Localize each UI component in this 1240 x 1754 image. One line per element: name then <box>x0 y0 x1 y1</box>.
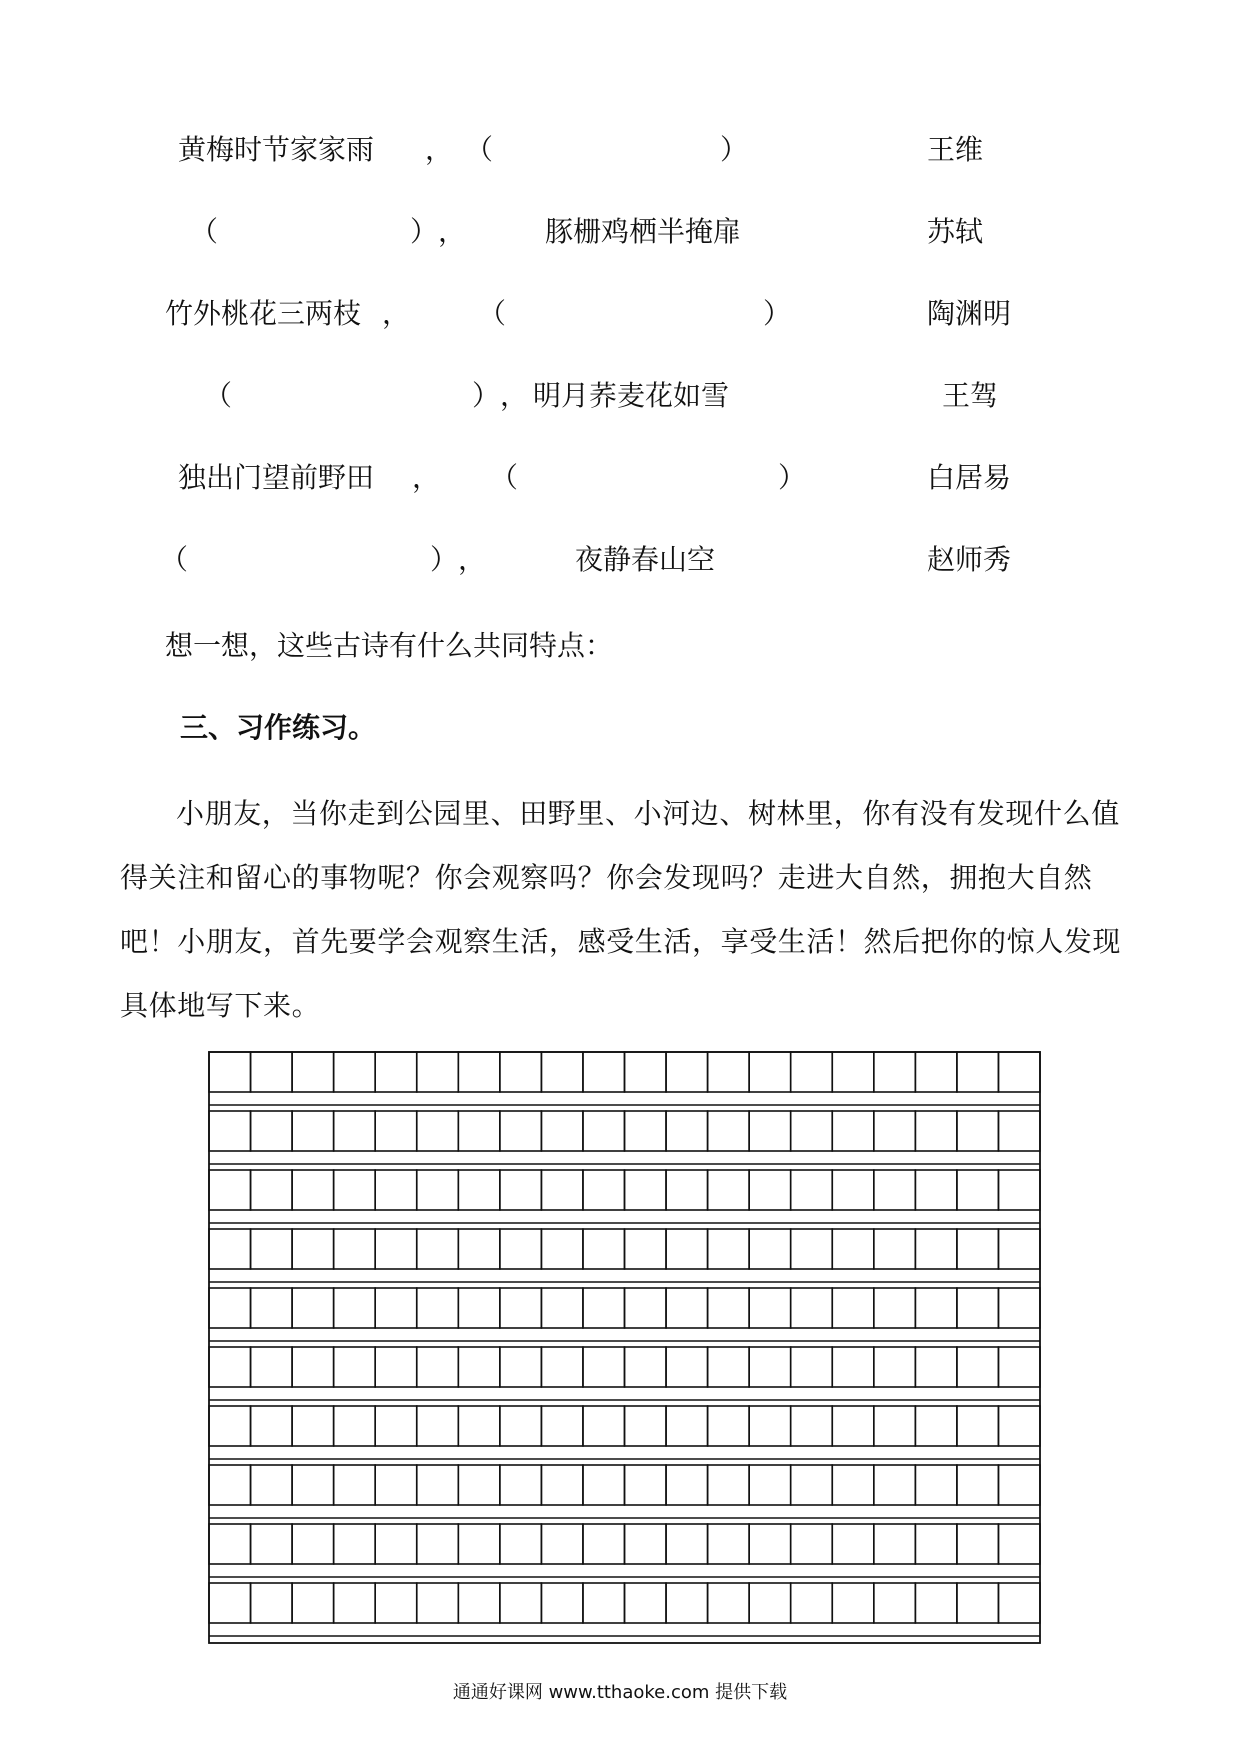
grid-cell[interactable] <box>458 1170 500 1210</box>
grid-cell[interactable] <box>749 1288 791 1328</box>
grid-cell[interactable] <box>251 1524 293 1564</box>
grid-cell[interactable] <box>625 1229 667 1269</box>
grid-cell[interactable] <box>749 1111 791 1151</box>
grid-cell[interactable] <box>708 1288 750 1328</box>
grid-cell[interactable] <box>832 1170 874 1210</box>
grid-cell[interactable] <box>541 1111 583 1151</box>
poem-author: 苏轼 <box>927 215 984 248</box>
grid-cell[interactable] <box>915 1524 957 1564</box>
grid-cell[interactable] <box>334 1465 376 1505</box>
grid-cell[interactable] <box>957 1406 999 1446</box>
grid-cell[interactable] <box>625 1111 667 1151</box>
grid-cell[interactable] <box>874 1465 916 1505</box>
grid-cell[interactable] <box>334 1583 376 1623</box>
grid-cell[interactable] <box>874 1229 916 1269</box>
grid-cell[interactable] <box>500 1583 542 1623</box>
grid-cell[interactable] <box>417 1052 459 1092</box>
grid-cell[interactable] <box>708 1406 750 1446</box>
grid-cell[interactable] <box>832 1524 874 1564</box>
grid-cell[interactable] <box>915 1465 957 1505</box>
writing-prompt-paragraph: 小朋友，当你走到公园里、田野里、小河边、树林里，你有没有发现什么值得关注和留心的事物呢？你会观察吗？你会发现吗？走进大自然，拥抱大自然吧！小朋友，首先要学会观察生活，感受生活，享受生活！然后把你的惊人发现具体地写下来。 <box>120 797 1122 1022</box>
grid-cell[interactable] <box>334 1229 376 1269</box>
grid-cell[interactable] <box>541 1052 583 1092</box>
grid-cell[interactable] <box>500 1229 542 1269</box>
grid-cell[interactable] <box>417 1583 459 1623</box>
grid-cell[interactable] <box>625 1347 667 1387</box>
grid-cell[interactable] <box>417 1288 459 1328</box>
grid-cell[interactable] <box>625 1170 667 1210</box>
open-bracket: （ <box>490 461 519 494</box>
grid-cell[interactable] <box>791 1229 833 1269</box>
grid-cell[interactable] <box>708 1347 750 1387</box>
grid-cell[interactable] <box>209 1229 251 1269</box>
grid-cell[interactable] <box>749 1524 791 1564</box>
grid-cell[interactable] <box>957 1052 999 1092</box>
comma: ， <box>412 461 441 494</box>
poem-text: 豚栅鸡栖半掩扉 <box>545 215 742 248</box>
grid-cell[interactable] <box>417 1170 459 1210</box>
grid-cell[interactable] <box>583 1170 625 1210</box>
grid-cell[interactable] <box>417 1406 459 1446</box>
grid-cell[interactable] <box>708 1170 750 1210</box>
grid-cell[interactable] <box>998 1406 1040 1446</box>
grid-cell[interactable] <box>874 1111 916 1151</box>
grid-cell[interactable] <box>832 1465 874 1505</box>
grid-cell[interactable] <box>209 1583 251 1623</box>
grid-cell[interactable] <box>708 1465 750 1505</box>
grid-cell[interactable] <box>583 1583 625 1623</box>
grid-cell[interactable] <box>500 1170 542 1210</box>
grid-cell[interactable] <box>666 1170 708 1210</box>
grid-cell[interactable] <box>708 1583 750 1623</box>
grid-cell[interactable] <box>957 1111 999 1151</box>
grid-cell[interactable] <box>375 1583 417 1623</box>
grid-cell[interactable] <box>541 1288 583 1328</box>
grid-cell[interactable] <box>500 1111 542 1151</box>
grid-cell[interactable] <box>957 1347 999 1387</box>
open-bracket: （ <box>465 133 494 166</box>
grid-cell[interactable] <box>292 1465 334 1505</box>
poem-author: 陶渊明 <box>927 297 1012 330</box>
comma: ， <box>382 297 411 330</box>
grid-cell[interactable] <box>666 1406 708 1446</box>
grid-cell[interactable] <box>791 1347 833 1387</box>
grid-cell[interactable] <box>417 1229 459 1269</box>
grid-cell[interactable] <box>251 1229 293 1269</box>
close-bracket: ） <box>410 215 439 248</box>
grid-cell[interactable] <box>832 1406 874 1446</box>
grid-cell[interactable] <box>874 1052 916 1092</box>
grid-cell[interactable] <box>791 1052 833 1092</box>
grid-cell[interactable] <box>541 1347 583 1387</box>
grid-cell[interactable] <box>874 1170 916 1210</box>
comma: ， <box>438 215 467 248</box>
grid-cell[interactable] <box>458 1583 500 1623</box>
grid-cell[interactable] <box>251 1465 293 1505</box>
grid-cell[interactable] <box>915 1288 957 1328</box>
grid-cell[interactable] <box>458 1465 500 1505</box>
grid-cell[interactable] <box>749 1406 791 1446</box>
close-bracket: ） <box>430 543 459 576</box>
grid-cell[interactable] <box>625 1524 667 1564</box>
grid-cell[interactable] <box>998 1465 1040 1505</box>
poem-text: 黄梅时节家家雨 <box>178 133 375 166</box>
close-bracket: ） <box>472 379 501 412</box>
grid-cell[interactable] <box>292 1347 334 1387</box>
grid-cell[interactable] <box>708 1229 750 1269</box>
grid-cell[interactable] <box>832 1052 874 1092</box>
grid-cell[interactable] <box>915 1583 957 1623</box>
grid-cell[interactable] <box>541 1406 583 1446</box>
grid-cell[interactable] <box>832 1347 874 1387</box>
grid-cell[interactable] <box>666 1583 708 1623</box>
grid-cell[interactable] <box>666 1465 708 1505</box>
grid-cell[interactable] <box>957 1288 999 1328</box>
grid-cell[interactable] <box>417 1465 459 1505</box>
grid-cell[interactable] <box>998 1288 1040 1328</box>
grid-cell[interactable] <box>749 1052 791 1092</box>
grid-cell[interactable] <box>458 1229 500 1269</box>
grid-cell[interactable] <box>209 1347 251 1387</box>
grid-cell[interactable] <box>998 1052 1040 1092</box>
grid-cell[interactable] <box>625 1288 667 1328</box>
grid-cell[interactable] <box>458 1347 500 1387</box>
grid-cell[interactable] <box>292 1170 334 1210</box>
grid-cell[interactable] <box>832 1229 874 1269</box>
section-title: 三、习作练习。 <box>180 711 377 744</box>
grid-cell[interactable] <box>625 1052 667 1092</box>
grid-cell[interactable] <box>209 1052 251 1092</box>
grid-cell[interactable] <box>251 1288 293 1328</box>
open-bracket: （ <box>190 215 219 248</box>
grid-cell[interactable] <box>209 1170 251 1210</box>
grid-cell[interactable] <box>957 1583 999 1623</box>
grid-cell[interactable] <box>708 1052 750 1092</box>
grid-cell[interactable] <box>292 1406 334 1446</box>
grid-cell[interactable] <box>874 1288 916 1328</box>
grid-cell[interactable] <box>500 1465 542 1505</box>
grid-cell[interactable] <box>251 1111 293 1151</box>
grid-cell[interactable] <box>417 1111 459 1151</box>
grid-cell[interactable] <box>666 1229 708 1269</box>
grid-cell[interactable] <box>334 1524 376 1564</box>
grid-cell[interactable] <box>874 1524 916 1564</box>
grid-cell[interactable] <box>915 1229 957 1269</box>
grid-cell[interactable] <box>791 1583 833 1623</box>
grid-cell[interactable] <box>541 1465 583 1505</box>
grid-cell[interactable] <box>998 1524 1040 1564</box>
grid-cell[interactable] <box>209 1111 251 1151</box>
grid-cell[interactable] <box>708 1111 750 1151</box>
grid-cell[interactable] <box>375 1465 417 1505</box>
grid-cell[interactable] <box>292 1229 334 1269</box>
grid-cell[interactable] <box>874 1583 916 1623</box>
grid-cell[interactable] <box>915 1170 957 1210</box>
grid-cell[interactable] <box>375 1052 417 1092</box>
grid-cell[interactable] <box>791 1406 833 1446</box>
grid-cell[interactable] <box>209 1288 251 1328</box>
grid-cell[interactable] <box>417 1347 459 1387</box>
grid-cell[interactable] <box>209 1465 251 1505</box>
question-text: 想一想，这些古诗有什么共同特点： <box>165 629 614 662</box>
grid-cell[interactable] <box>251 1583 293 1623</box>
grid-cell[interactable] <box>458 1111 500 1151</box>
grid-cell[interactable] <box>500 1052 542 1092</box>
grid-cell[interactable] <box>500 1406 542 1446</box>
grid-cell[interactable] <box>749 1170 791 1210</box>
grid-cell[interactable] <box>791 1170 833 1210</box>
grid-cell[interactable] <box>334 1347 376 1387</box>
poem-author: 王驾 <box>942 379 999 412</box>
grid-cell[interactable] <box>625 1465 667 1505</box>
grid-cell[interactable] <box>915 1347 957 1387</box>
grid-cell[interactable] <box>292 1111 334 1151</box>
grid-cell[interactable] <box>998 1347 1040 1387</box>
comma: ， <box>500 379 529 412</box>
grid-cell[interactable] <box>666 1347 708 1387</box>
close-bracket: ） <box>763 297 792 330</box>
grid-cell[interactable] <box>791 1524 833 1564</box>
grid-cell[interactable] <box>832 1288 874 1328</box>
grid-cell[interactable] <box>458 1052 500 1092</box>
grid-cell[interactable] <box>334 1288 376 1328</box>
grid-cell[interactable] <box>334 1052 376 1092</box>
close-bracket: ） <box>778 461 807 494</box>
grid-cell[interactable] <box>625 1406 667 1446</box>
close-bracket: ） <box>720 133 749 166</box>
grid-cell[interactable] <box>666 1288 708 1328</box>
grid-cell[interactable] <box>583 1111 625 1151</box>
grid-cell[interactable] <box>541 1524 583 1564</box>
grid-cell[interactable] <box>583 1406 625 1446</box>
grid-cell[interactable] <box>292 1583 334 1623</box>
grid-cell[interactable] <box>583 1524 625 1564</box>
grid-cell[interactable] <box>251 1170 293 1210</box>
poem-author: 王维 <box>927 133 984 166</box>
grid-cell[interactable] <box>251 1347 293 1387</box>
grid-cell[interactable] <box>375 1524 417 1564</box>
grid-cell[interactable] <box>874 1406 916 1446</box>
grid-cell[interactable] <box>957 1465 999 1505</box>
grid-cell[interactable] <box>791 1111 833 1151</box>
grid-cell[interactable] <box>334 1406 376 1446</box>
poem-text: 明月荞麦花如雪 <box>533 379 730 412</box>
grid-cell[interactable] <box>292 1052 334 1092</box>
grid-cell[interactable] <box>915 1406 957 1446</box>
grid-cell[interactable] <box>458 1524 500 1564</box>
grid-cell[interactable] <box>874 1347 916 1387</box>
grid-cell[interactable] <box>583 1288 625 1328</box>
grid-cell[interactable] <box>998 1583 1040 1623</box>
grid-cell[interactable] <box>458 1406 500 1446</box>
grid-cell[interactable] <box>251 1406 293 1446</box>
grid-cell[interactable] <box>791 1288 833 1328</box>
open-bracket: （ <box>204 379 233 412</box>
open-bracket: （ <box>478 297 507 330</box>
grid-cell[interactable] <box>334 1170 376 1210</box>
grid-cell[interactable] <box>666 1111 708 1151</box>
grid-cell[interactable] <box>209 1524 251 1564</box>
grid-cell[interactable] <box>583 1052 625 1092</box>
grid-cell[interactable] <box>749 1347 791 1387</box>
grid-cell[interactable] <box>375 1111 417 1151</box>
grid-cell[interactable] <box>998 1170 1040 1210</box>
grid-cell[interactable] <box>666 1052 708 1092</box>
poem-text: 独出门望前野田 <box>178 461 375 494</box>
grid-cell[interactable] <box>292 1524 334 1564</box>
grid-cell[interactable] <box>375 1288 417 1328</box>
grid-cell[interactable] <box>375 1229 417 1269</box>
grid-cell[interactable] <box>417 1524 459 1564</box>
grid-cell[interactable] <box>749 1465 791 1505</box>
poem-author: 白居易 <box>927 461 1012 494</box>
grid-cell[interactable] <box>334 1111 376 1151</box>
grid-cell[interactable] <box>500 1524 542 1564</box>
grid-cell[interactable] <box>292 1288 334 1328</box>
grid-cell[interactable] <box>583 1465 625 1505</box>
grid-cell[interactable] <box>915 1111 957 1151</box>
grid-cell[interactable] <box>708 1524 750 1564</box>
open-bracket: （ <box>160 543 189 576</box>
grid-cell[interactable] <box>541 1170 583 1210</box>
grid-cell[interactable] <box>957 1229 999 1269</box>
footer-text: 通通好课网 www.tthaoke.com 提供下载 <box>452 1682 788 1703</box>
poem-text: 竹外桃花三两枝 <box>165 297 362 330</box>
grid-cell[interactable] <box>583 1347 625 1387</box>
grid-cell[interactable] <box>541 1583 583 1623</box>
grid-cell[interactable] <box>209 1406 251 1446</box>
poem-text: 夜静春山空 <box>575 543 716 576</box>
grid-cell[interactable] <box>583 1229 625 1269</box>
grid-cell[interactable] <box>251 1052 293 1092</box>
grid-cell[interactable] <box>500 1347 542 1387</box>
grid-cell[interactable] <box>998 1111 1040 1151</box>
grid-cell[interactable] <box>666 1524 708 1564</box>
grid-cell[interactable] <box>749 1229 791 1269</box>
comma: ， <box>425 133 454 166</box>
grid-cell[interactable] <box>749 1583 791 1623</box>
grid-cell[interactable] <box>832 1111 874 1151</box>
grid-cell[interactable] <box>375 1406 417 1446</box>
grid-cell[interactable] <box>375 1170 417 1210</box>
grid-cell[interactable] <box>541 1229 583 1269</box>
grid-cell[interactable] <box>915 1052 957 1092</box>
grid-cell[interactable] <box>625 1583 667 1623</box>
grid-cell[interactable] <box>500 1288 542 1328</box>
grid-cell[interactable] <box>998 1229 1040 1269</box>
grid-cell[interactable] <box>791 1465 833 1505</box>
poem-author: 赵师秀 <box>927 543 1012 576</box>
comma: ， <box>458 543 487 576</box>
grid-cell[interactable] <box>458 1288 500 1328</box>
grid-cell[interactable] <box>832 1583 874 1623</box>
grid-cell[interactable] <box>375 1347 417 1387</box>
grid-cell[interactable] <box>957 1524 999 1564</box>
grid-cell[interactable] <box>957 1170 999 1210</box>
